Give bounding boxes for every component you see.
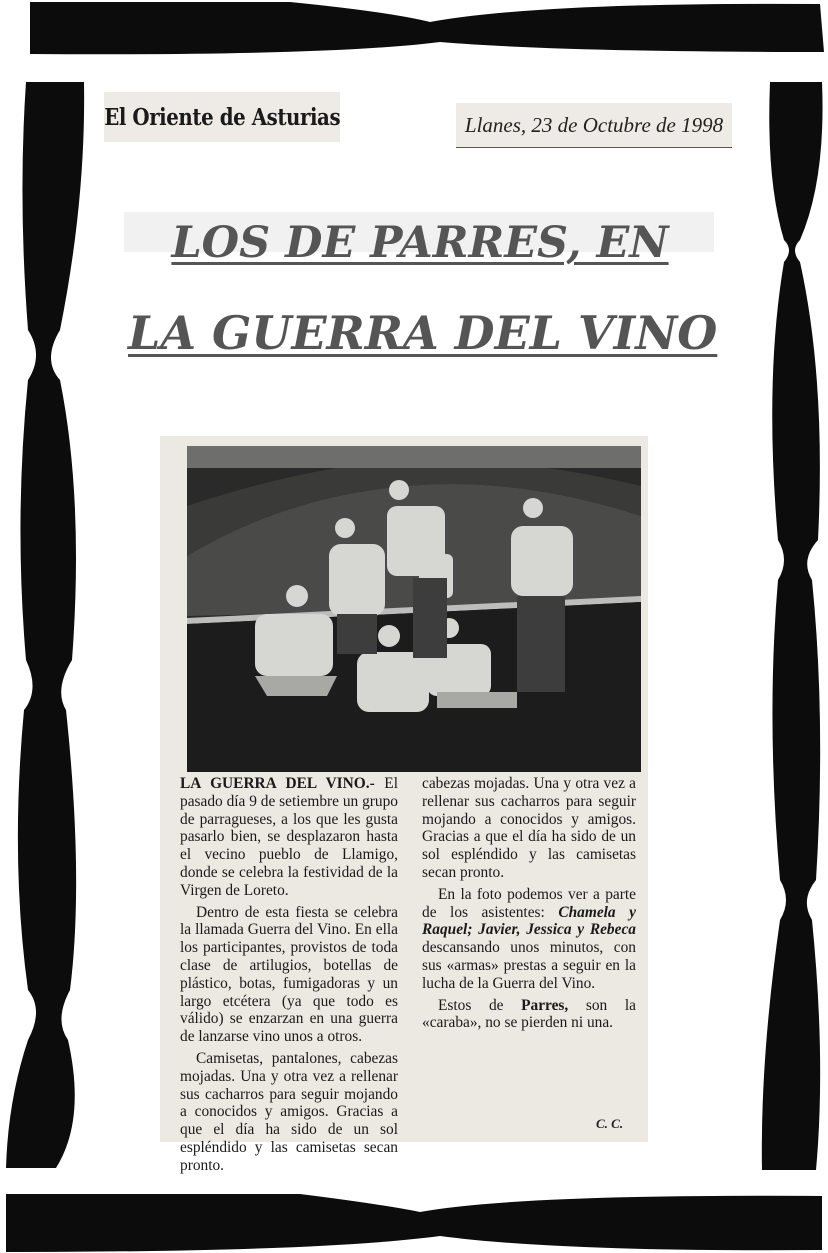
dateline-clipping xyxy=(456,103,732,148)
bottom-ribbon-band xyxy=(6,1194,822,1252)
names-in-photo: Chamela y Raquel; Javier, Jessica y Rebeca xyxy=(422,903,636,939)
paragraph-4: En la foto podemos ver a parte de los asistentes: Chamela y Raquel; Javier, Jessica y Rebeca descansando unos minutos, con sus «armas» prestas a seguir en la lucha de la Guerra del Vino. xyxy=(422,885,636,992)
group-photo xyxy=(187,446,641,772)
paragraph-1: LA GUERRA DEL VINO.- El pasado día 9 de setiembre un grupo de parragueses, a los que les gusta pasarlo bien, se desplazaron hasta el vecino pueblo de Llamigo, donde se celebra la festividad de la Virgen de Loreto. xyxy=(180,775,398,899)
paragraph-3-continued: cabezas mojadas. Una y otra vez a rellenar sus cacharros para seguir mojando a conocidos y amigos. Gracias a que el día ha sido de un sol espléndido y las camisetas secan pronto. xyxy=(422,775,636,881)
article-column-left xyxy=(180,775,398,1174)
headline-line-2: LA GUERRA DEL VINO xyxy=(128,306,718,360)
headline-line-1: LOS DE PARRES, EN xyxy=(171,218,669,268)
parres-name: Parres, xyxy=(521,996,569,1014)
paragraph-5: Estos de Parres, son la «caraba», no se pierden ni una. xyxy=(422,996,636,1032)
paragraph-3: Camisetas, pantalones, cabezas mojadas. Una y otra vez a rellenar sus cacharros para seguir mojando a conocidos y amigos. Gracias a que el día ha sido de un sol espléndido y las camisetas secan pronto. xyxy=(180,1049,398,1174)
top-ribbon-band xyxy=(30,2,824,54)
left-ribbon-band xyxy=(6,82,84,1168)
article-column-right xyxy=(422,775,636,1032)
right-ribbon-band xyxy=(762,82,823,1170)
byline: C. C. xyxy=(596,1116,624,1131)
group-photo-icon xyxy=(187,446,641,772)
article-lead: LA GUERRA DEL VINO.- xyxy=(180,775,375,792)
newspaper-name: El Oriente de Asturias xyxy=(104,103,340,131)
paragraph-2: Dentro de esta fiesta se celebra la llamada Guerra del Vino. En ella los participantes, provistos de toda clase de artilugios, botellas de plástico, botas, fumigadoras y un largo etcétera (ya que todo es válido) se enzarzan en una guerra de lanzarse vino unos a otros. xyxy=(180,903,398,1046)
publication-date: Llanes, 23 de Octubre de 1998 xyxy=(464,112,724,137)
masthead-clipping xyxy=(104,92,340,142)
